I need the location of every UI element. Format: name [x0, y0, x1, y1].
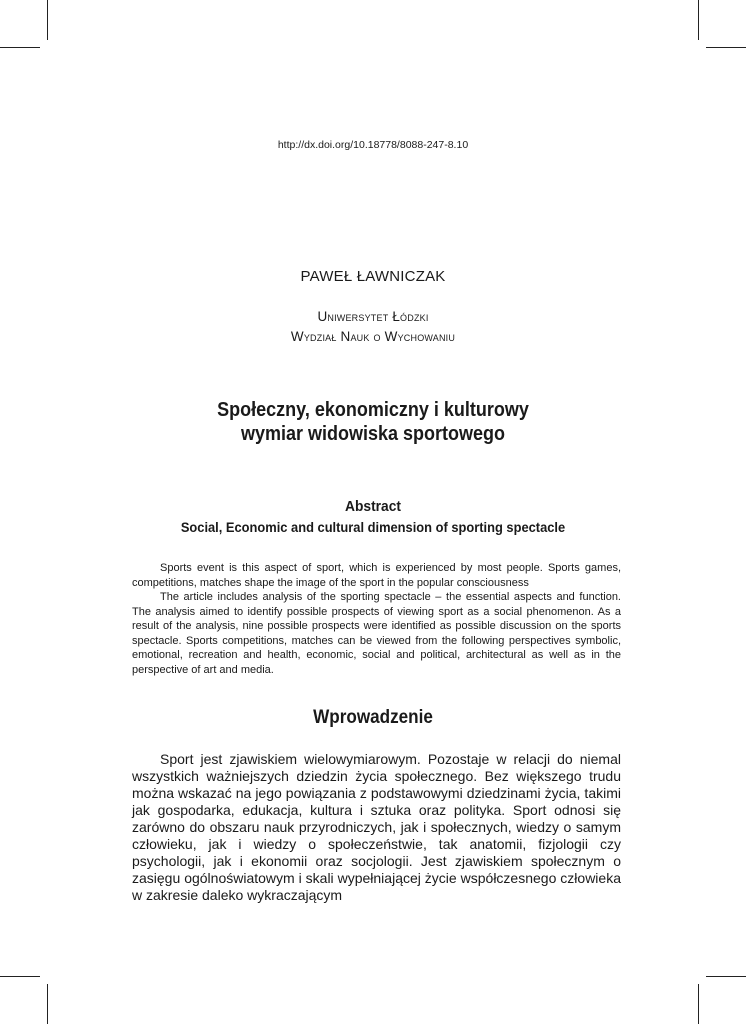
abstract-subtitle: Social, Economic and cultural dimension of sporting spectacle	[180, 519, 566, 535]
author-name: PAWEŁ ŁAWNICZAK	[300, 268, 446, 285]
affiliation-university: Uniwersytet Łódzki	[317, 309, 429, 324]
title-line-1: Społeczny, ekonomiczny i kulturowy	[217, 399, 529, 421]
section-heading: Wprowadzenie	[313, 707, 433, 728]
body-paragraph: Sport jest zjawiskiem wielowymiarowym. Pozostaje w relacji do niemal wszystkich ważniejszych dziedzin życia społecznego. Bez większego trudu można wskazać na jego powiązania z podstawowymi dziedzinami życia, takimi jak gospodarka, edukacja, kultura i sztuka oraz polityka. Sport odnosi się zarówno do obszaru nauk przyrodniczych, jak i społecznych, wiedzy o samym człowieku, jak i wiedzy o społeczeństwie, tak anatomii, fizjologii czy psychologii, jak i ekonomii oraz socjologii. Jest zjawiskiem społecznym o zasięgu ogólnoświatowym i skali wypełniającej życie współczesnego człowieka w zakresie daleko wykraczającym	[132, 751, 621, 903]
crop-mark	[47, 0, 48, 40]
abstract-paragraph: Sports event is this aspect of sport, which is experienced by most people. Sports games, competitions, matches shape the image of the sport in the popular consciousness	[132, 562, 621, 589]
abstract-paragraph: The article includes analysis of the sporting spectacle – the essential aspects and function. The analysis aimed to identify possible prospects of viewing sport as a social phenomenon. As a result of the analysis, nine possible prospects were identified as possible discussion on the sports spectacle. Sports competitions, matches can be viewed from the following perspectives symbolic, emotional, recreation and health, economic, social and political, architectural as well as in the perspective of art and media.	[132, 591, 621, 676]
crop-mark	[698, 0, 699, 40]
crop-mark	[47, 984, 48, 1024]
crop-mark	[0, 47, 40, 48]
section-body	[132, 751, 621, 904]
title-line-2: wymiar widowiska sportowego	[240, 423, 506, 445]
crop-mark	[706, 47, 746, 48]
crop-mark	[706, 976, 746, 977]
doi-link[interactable]: http://dx.doi.org/10.18778/8088-247-8.10	[277, 139, 469, 151]
paper-title	[37, 398, 708, 446]
abstract-body	[132, 561, 621, 677]
crop-mark	[0, 976, 40, 977]
crop-mark	[698, 984, 699, 1024]
affiliation-faculty: Wydział Nauk o Wychowaniu	[290, 329, 456, 344]
abstract-heading: Abstract	[344, 498, 401, 515]
